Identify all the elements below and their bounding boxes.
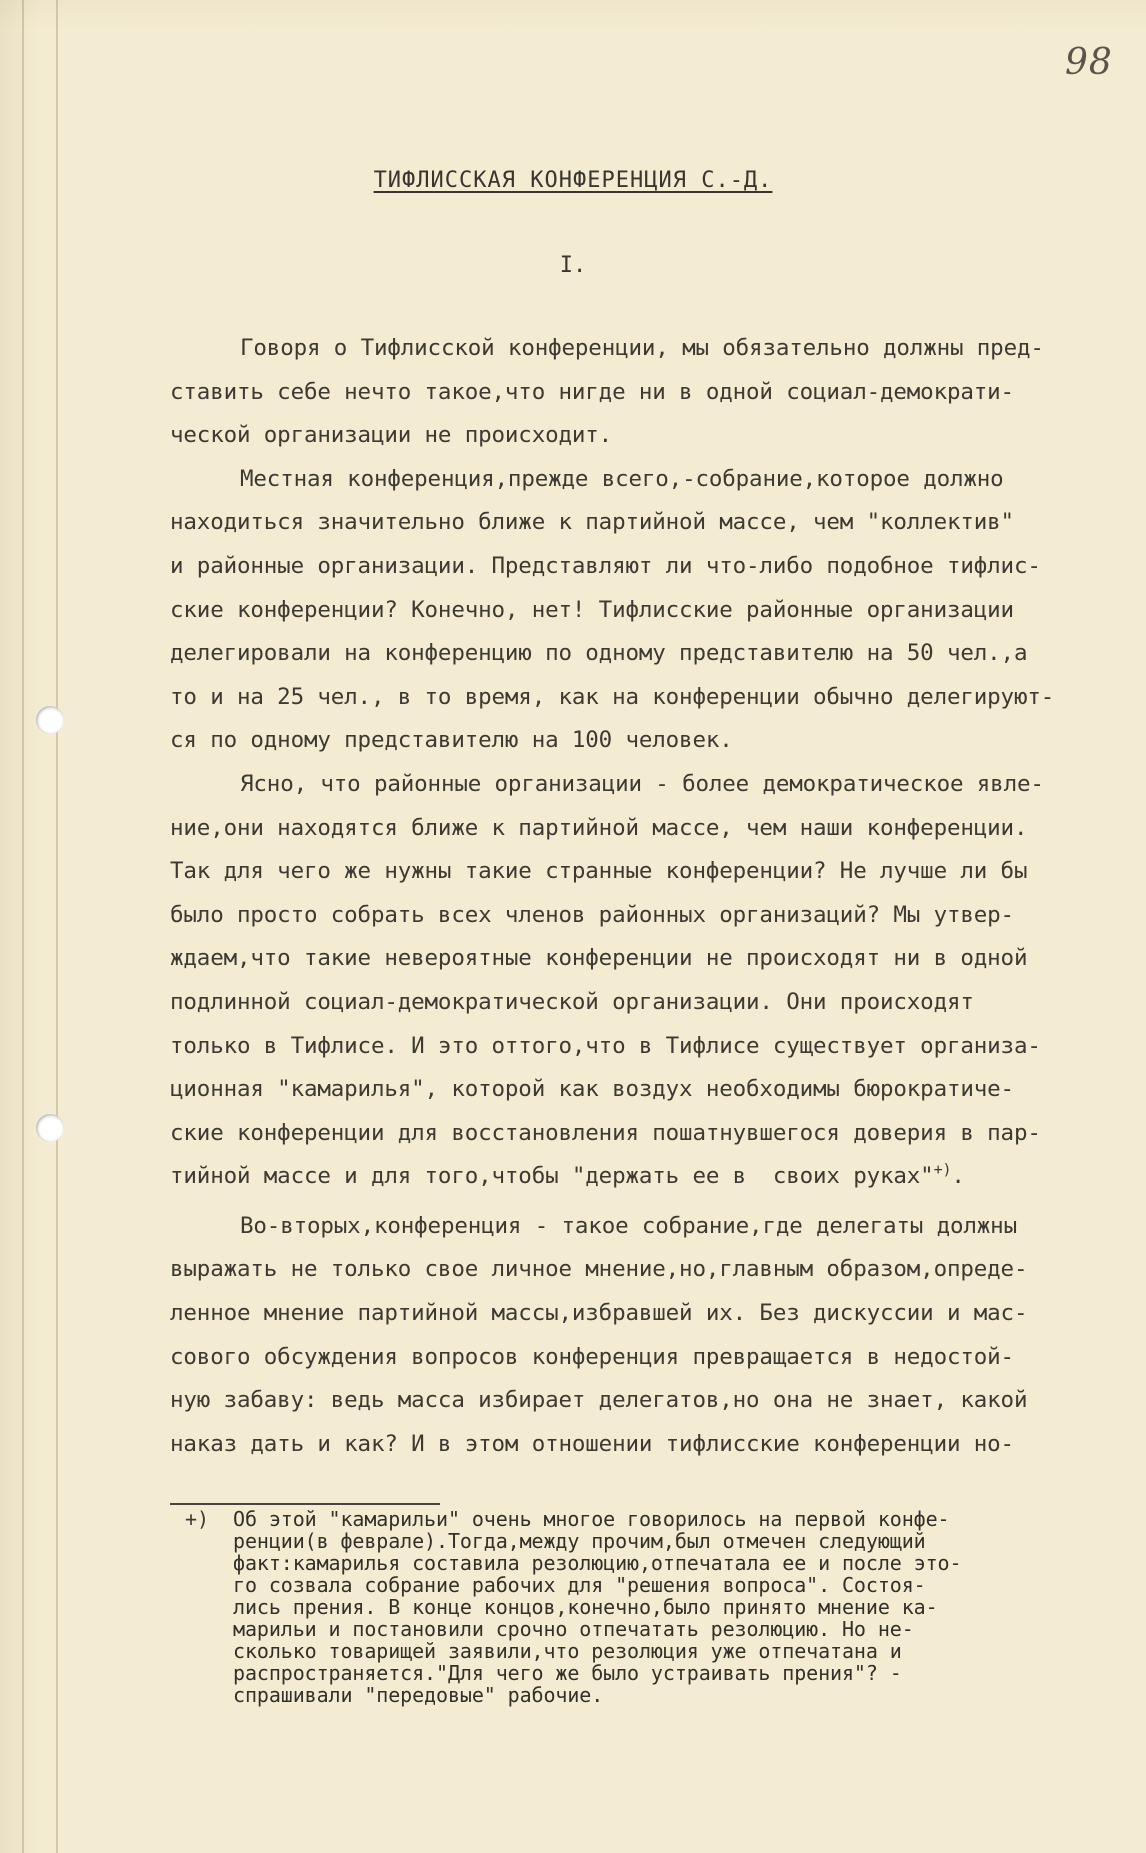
body-line: подлинной социал-демократической организации. Они происходят	[170, 988, 974, 1015]
body-line: то и на 25 чел., в то время, как на конференции обычно делегируют-	[170, 683, 1055, 710]
body-line: Местная конференция,прежде всего,-собрание,которое должно	[240, 465, 1004, 492]
footnote-line: распространяется."Для чего же было устраивать прения"? -	[233, 1661, 902, 1685]
body-line: ские конференции? Конечно, нет! Тифлисские районные организации	[170, 596, 1014, 623]
body-line: делегировали на конференцию по одному представителю на 50 чел.,а	[170, 640, 1028, 667]
body-line: находиться значительно ближе к партийной массе, чем "коллектив"	[170, 509, 1014, 536]
footnote-line: сколько товарищей заявили,что резолюция уже отпечатана и	[233, 1639, 902, 1663]
footnote-line: спрашивали "передовые" рабочие.	[233, 1683, 604, 1707]
footnote-line: факт:камарилья составила резолюцию,отпечатала ее и после это-	[233, 1551, 962, 1575]
body-line: сового обсуждения вопросов конференция превращается в недостой-	[170, 1343, 1014, 1370]
punch-hole	[36, 706, 64, 734]
footnote-marker: +)	[185, 1507, 210, 1531]
document-title: ТИФЛИССКАЯ КОНФЕРЕНЦИЯ С.-Д.	[373, 168, 773, 193]
body-line-tail: .	[951, 1163, 965, 1190]
footnote-line: ренции(в феврале).Тогда,между прочим,был отмечен следующий	[233, 1529, 926, 1553]
footnote-line: Об этой "камарильи" очень многое говорилось на первой конфе-	[233, 1507, 950, 1531]
body-line: наказ дать и как? И в этом отношении тифлисские конференции но-	[170, 1430, 1014, 1457]
footnote-separator	[170, 1503, 440, 1505]
body-line: ленное мнение партийной массы,избравшей их. Без дискуссии и мас-	[170, 1300, 1028, 1327]
body-line-text: тийной массе и для того,чтобы "держать ее в своих руках"	[170, 1163, 934, 1190]
body-line: ские конференции для восстановления пошатнувшегося доверия в пар-	[170, 1119, 1041, 1146]
body-line: ставить себе нечто такое,что нигде ни в одной социал-демократи-	[170, 378, 1014, 405]
body-text	[170, 327, 1100, 1466]
footnote-text	[233, 1508, 1113, 1706]
body-line: было просто собрать всех членов районных организаций? Мы утвер-	[170, 901, 1014, 928]
page-number: 98	[1065, 42, 1113, 83]
body-line: Во-вторых,конференция - такое собрание,где делегаты должны	[240, 1212, 1017, 1239]
footnote-line: го созвала собрание рабочих для "решения вопроса". Состоя-	[233, 1573, 926, 1597]
section-number: I.	[559, 253, 587, 278]
body-line: Говоря о Тифлисской конференции, мы обязательно должны пред-	[240, 335, 1044, 361]
body-line: только в Тифлисе. И это оттого,что в Тифлисе существует организа-	[170, 1032, 1041, 1059]
body-line: ждаем,что такие невероятные конференции не происходят ни в одной	[170, 945, 1028, 972]
body-line: ние,они находятся ближе к партийной массе, чем наши конференции.	[170, 814, 1028, 841]
footnote-reference: +)	[933, 1160, 952, 1179]
body-line: Ясно, что районные организации - более демократическое явле-	[240, 770, 1044, 797]
body-line: ционная "камарилья", которой как воздух необходимы бюрократиче-	[170, 1076, 1014, 1103]
body-line: Так для чего же нужны такие странные конференции? Не лучше ли бы	[170, 858, 1028, 885]
body-line: ся по одному представителю на 100 человек.	[170, 727, 733, 754]
footnote-line: марильи и постановили срочно отпечатать резолюцию. Но не-	[233, 1617, 914, 1641]
body-line: ную забаву: ведь масса избирает делегатов,но она не знает, какой	[170, 1387, 1028, 1414]
body-line-with-footnote-ref	[170, 1155, 1100, 1199]
body-line: и районные организации. Представляют ли что-либо подобное тифлис-	[170, 552, 1041, 579]
footnote-line: лись прения. В конце концов,конечно,было принято мнение ка-	[233, 1595, 938, 1619]
body-line: ческой организации не происходит.	[170, 422, 613, 449]
body-line: выражать не только свое личное мнение,но,главным образом,опреде-	[170, 1256, 1028, 1283]
punch-hole	[36, 1114, 64, 1142]
